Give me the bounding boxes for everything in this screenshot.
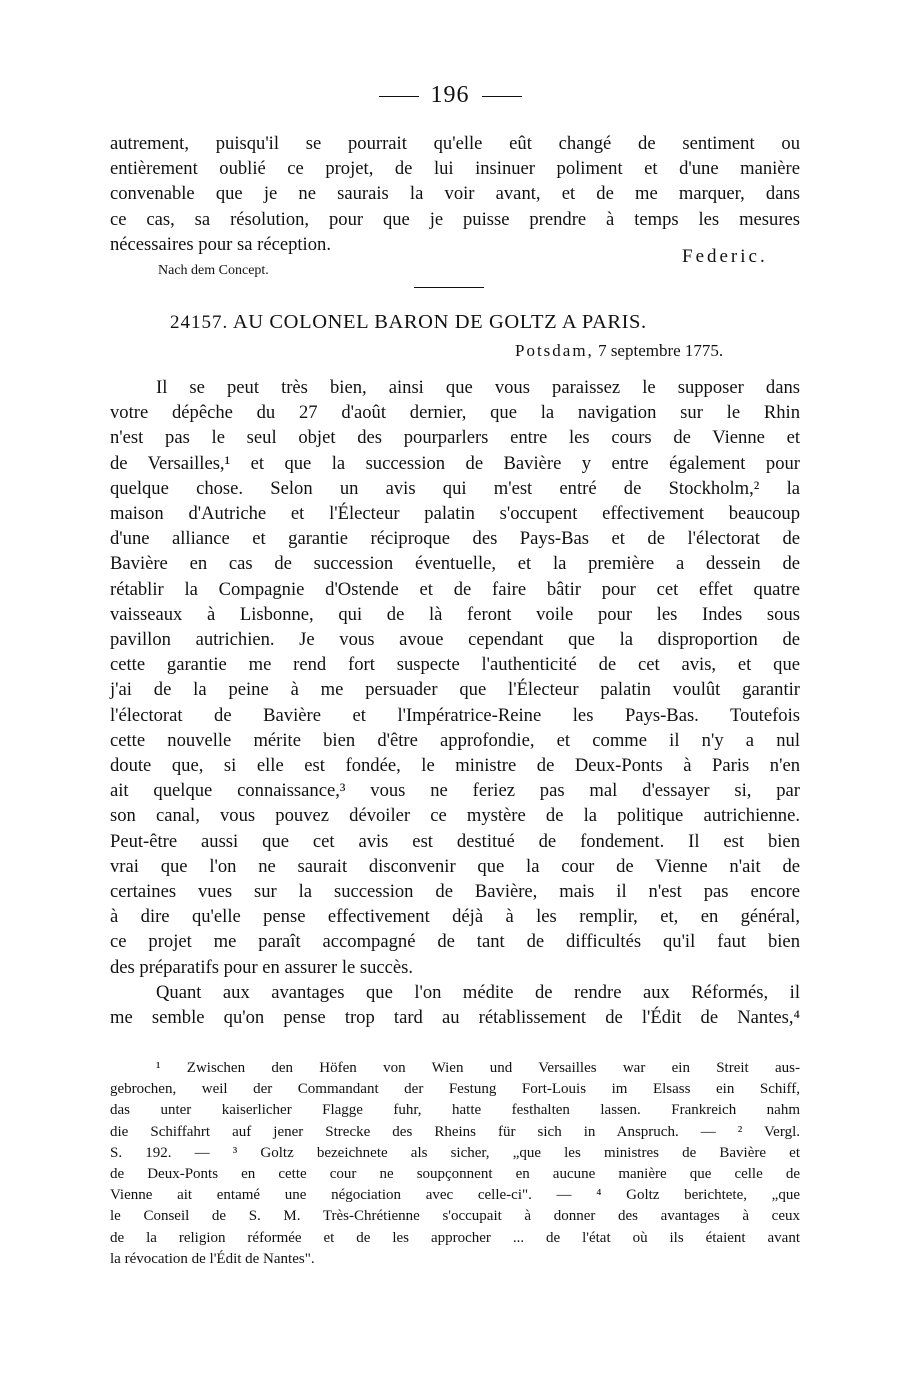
text-line: vrai que l'on ne saurait disconvenir que la cour de Vienne n'ait de (110, 855, 800, 877)
top-paragraph (110, 131, 800, 257)
text-line: pavillon autrichien. Je vous avoue cependant que la disproportion de (110, 629, 800, 651)
text-line: n'est pas le seul objet des pourparlers entre les cours de Vienne et (110, 427, 800, 449)
text-line: à dire qu'elle pense effectivement déjà à les remplir, et, en général, (110, 906, 800, 928)
signature: Federic. (682, 246, 768, 267)
page-header (0, 82, 900, 109)
letter-place: Potsdam, (515, 341, 594, 360)
header-dash-left (379, 96, 419, 97)
source-note: Nach dem Concept. (158, 263, 269, 278)
footnote-line: die Schiffahrt auf jener Strecke des Rheins für sich in Anspruch. — ² Vergl. (110, 1123, 800, 1140)
text-line: vaisseaux à Lisbonne, qui de là feront voile pour les Indes sous (110, 603, 800, 625)
text-line: me semble qu'on pense trop tard au rétablissement de l'Édit de Nantes,⁴ (110, 1007, 800, 1029)
letter-date: 7 septembre 1775. (598, 341, 724, 360)
text-line: autrement, puisqu'il se pourrait qu'elle eût changé de sentiment ou (110, 133, 800, 154)
text-line: ce cas, sa résolution, pour que je puisse prendre à temps les mesures (110, 208, 800, 230)
text-line: votre dépêche du 27 d'août dernier, que la navigation sur le Rhin (110, 402, 800, 424)
header-dash-right (482, 96, 522, 97)
body-paragraph-1 (110, 375, 800, 1030)
footnote-line: das unter kaiserlicher Flagge fuhr, hatte festhalten lassen. Frankreich nahm (110, 1102, 800, 1119)
text-line: entièrement oublié ce projet, de lui insinuer poliment et d'une manière (110, 158, 800, 180)
footnote-line: de la religion réformée et de les approcher ... de l'état où ils étaient avant (110, 1229, 800, 1246)
text-line: Quant aux avantages que l'on médite de rendre aux Réformés, il (156, 981, 800, 1003)
footnote-line: gebrochen, weil der Commandant der Festung Fort-Louis im Elsass ein Schiff, (110, 1081, 800, 1098)
letter-title: AU COLONEL BARON DE GOLTZ A PARIS. (232, 311, 647, 333)
text-line: maison d'Autriche et l'Électeur palatin s'occupent effectivement beaucoup (110, 503, 800, 525)
text-line: cette garantie me rend fort suspecte l'authenticité de cet avis, et que (110, 654, 800, 676)
letter-number: 24157. (170, 312, 229, 333)
page-number: 196 (430, 82, 470, 108)
text-line: Peut-être aussi que cet avis est destitué de fondement. Il est bien (110, 830, 800, 852)
letter-heading (170, 311, 647, 334)
text-line: d'une alliance et garantie réciproque des Pays-Bas et de l'électorat de (110, 528, 800, 550)
text-line: l'électorat de Bavière et l'Impératrice-Reine les Pays-Bas. Toutefois (110, 704, 800, 726)
text-line: certaines vues sur la succession de Bavière, mais il n'est pas encore (110, 881, 800, 903)
text-line: doute que, si elle est fondée, le ministre de Deux-Ponts à Paris n'en (110, 755, 800, 777)
text-line: Bavière en cas de succession éventuelle, et la première a dessein de (110, 553, 800, 575)
footnote-line: Vienne ait entamé une négociation avec celle-ci". — ⁴ Goltz berichtete, „que (110, 1187, 800, 1204)
text-line: j'ai de la peine à me persuader que l'Électeur palatin voulût garantir (110, 679, 800, 701)
place-date (515, 341, 723, 361)
text-line: de Versailles,¹ et que la succession de Bavière y entre également pour (110, 452, 800, 474)
footnote-line: de Deux-Ponts en cette cour ne soupçonnent en aucune manière que celle de (110, 1166, 800, 1183)
text-line: ait quelque connaissance,³ vous ne feriez pas mal d'essayer si, par (110, 780, 800, 802)
footnotes (110, 1058, 800, 1270)
footnote-line: la révocation de l'Édit de Nantes". (110, 1250, 315, 1267)
text-line: nécessaires pour sa réception. (110, 233, 331, 255)
text-line: quelque chose. Selon un avis qui m'est entré de Stockholm,² la (110, 477, 800, 499)
section-divider (414, 287, 484, 288)
footnote-line: ¹ Zwischen den Höfen von Wien und Versailles war ein Streit aus- (156, 1060, 800, 1076)
text-line: Il se peut très bien, ainsi que vous paraissez le supposer dans (156, 377, 800, 398)
text-line: convenable que je ne saurais la voir avant, et de me marquer, dans (110, 183, 800, 205)
text-line: rétablir la Compagnie d'Ostende et de faire bâtir pour cet effet quatre (110, 578, 800, 600)
footnote-line: le Conseil de S. M. Très-Chrétienne s'occupait à donner des avantages à ceux (110, 1208, 800, 1225)
text-line: ce projet me paraît accompagné de tant de difficultés qu'il faut bien (110, 931, 800, 953)
text-line: cette nouvelle mérite bien d'être approfondie, et comme il n'y a nul (110, 729, 800, 751)
text-line: son canal, vous pouvez dévoiler ce mystère de la politique autrichienne. (110, 805, 800, 827)
text-line: des préparatifs pour en assurer le succès. (110, 956, 414, 978)
footnote-line: S. 192. — ³ Goltz bezeichnete als sicher, „que les ministres de Bavière et (110, 1144, 800, 1161)
